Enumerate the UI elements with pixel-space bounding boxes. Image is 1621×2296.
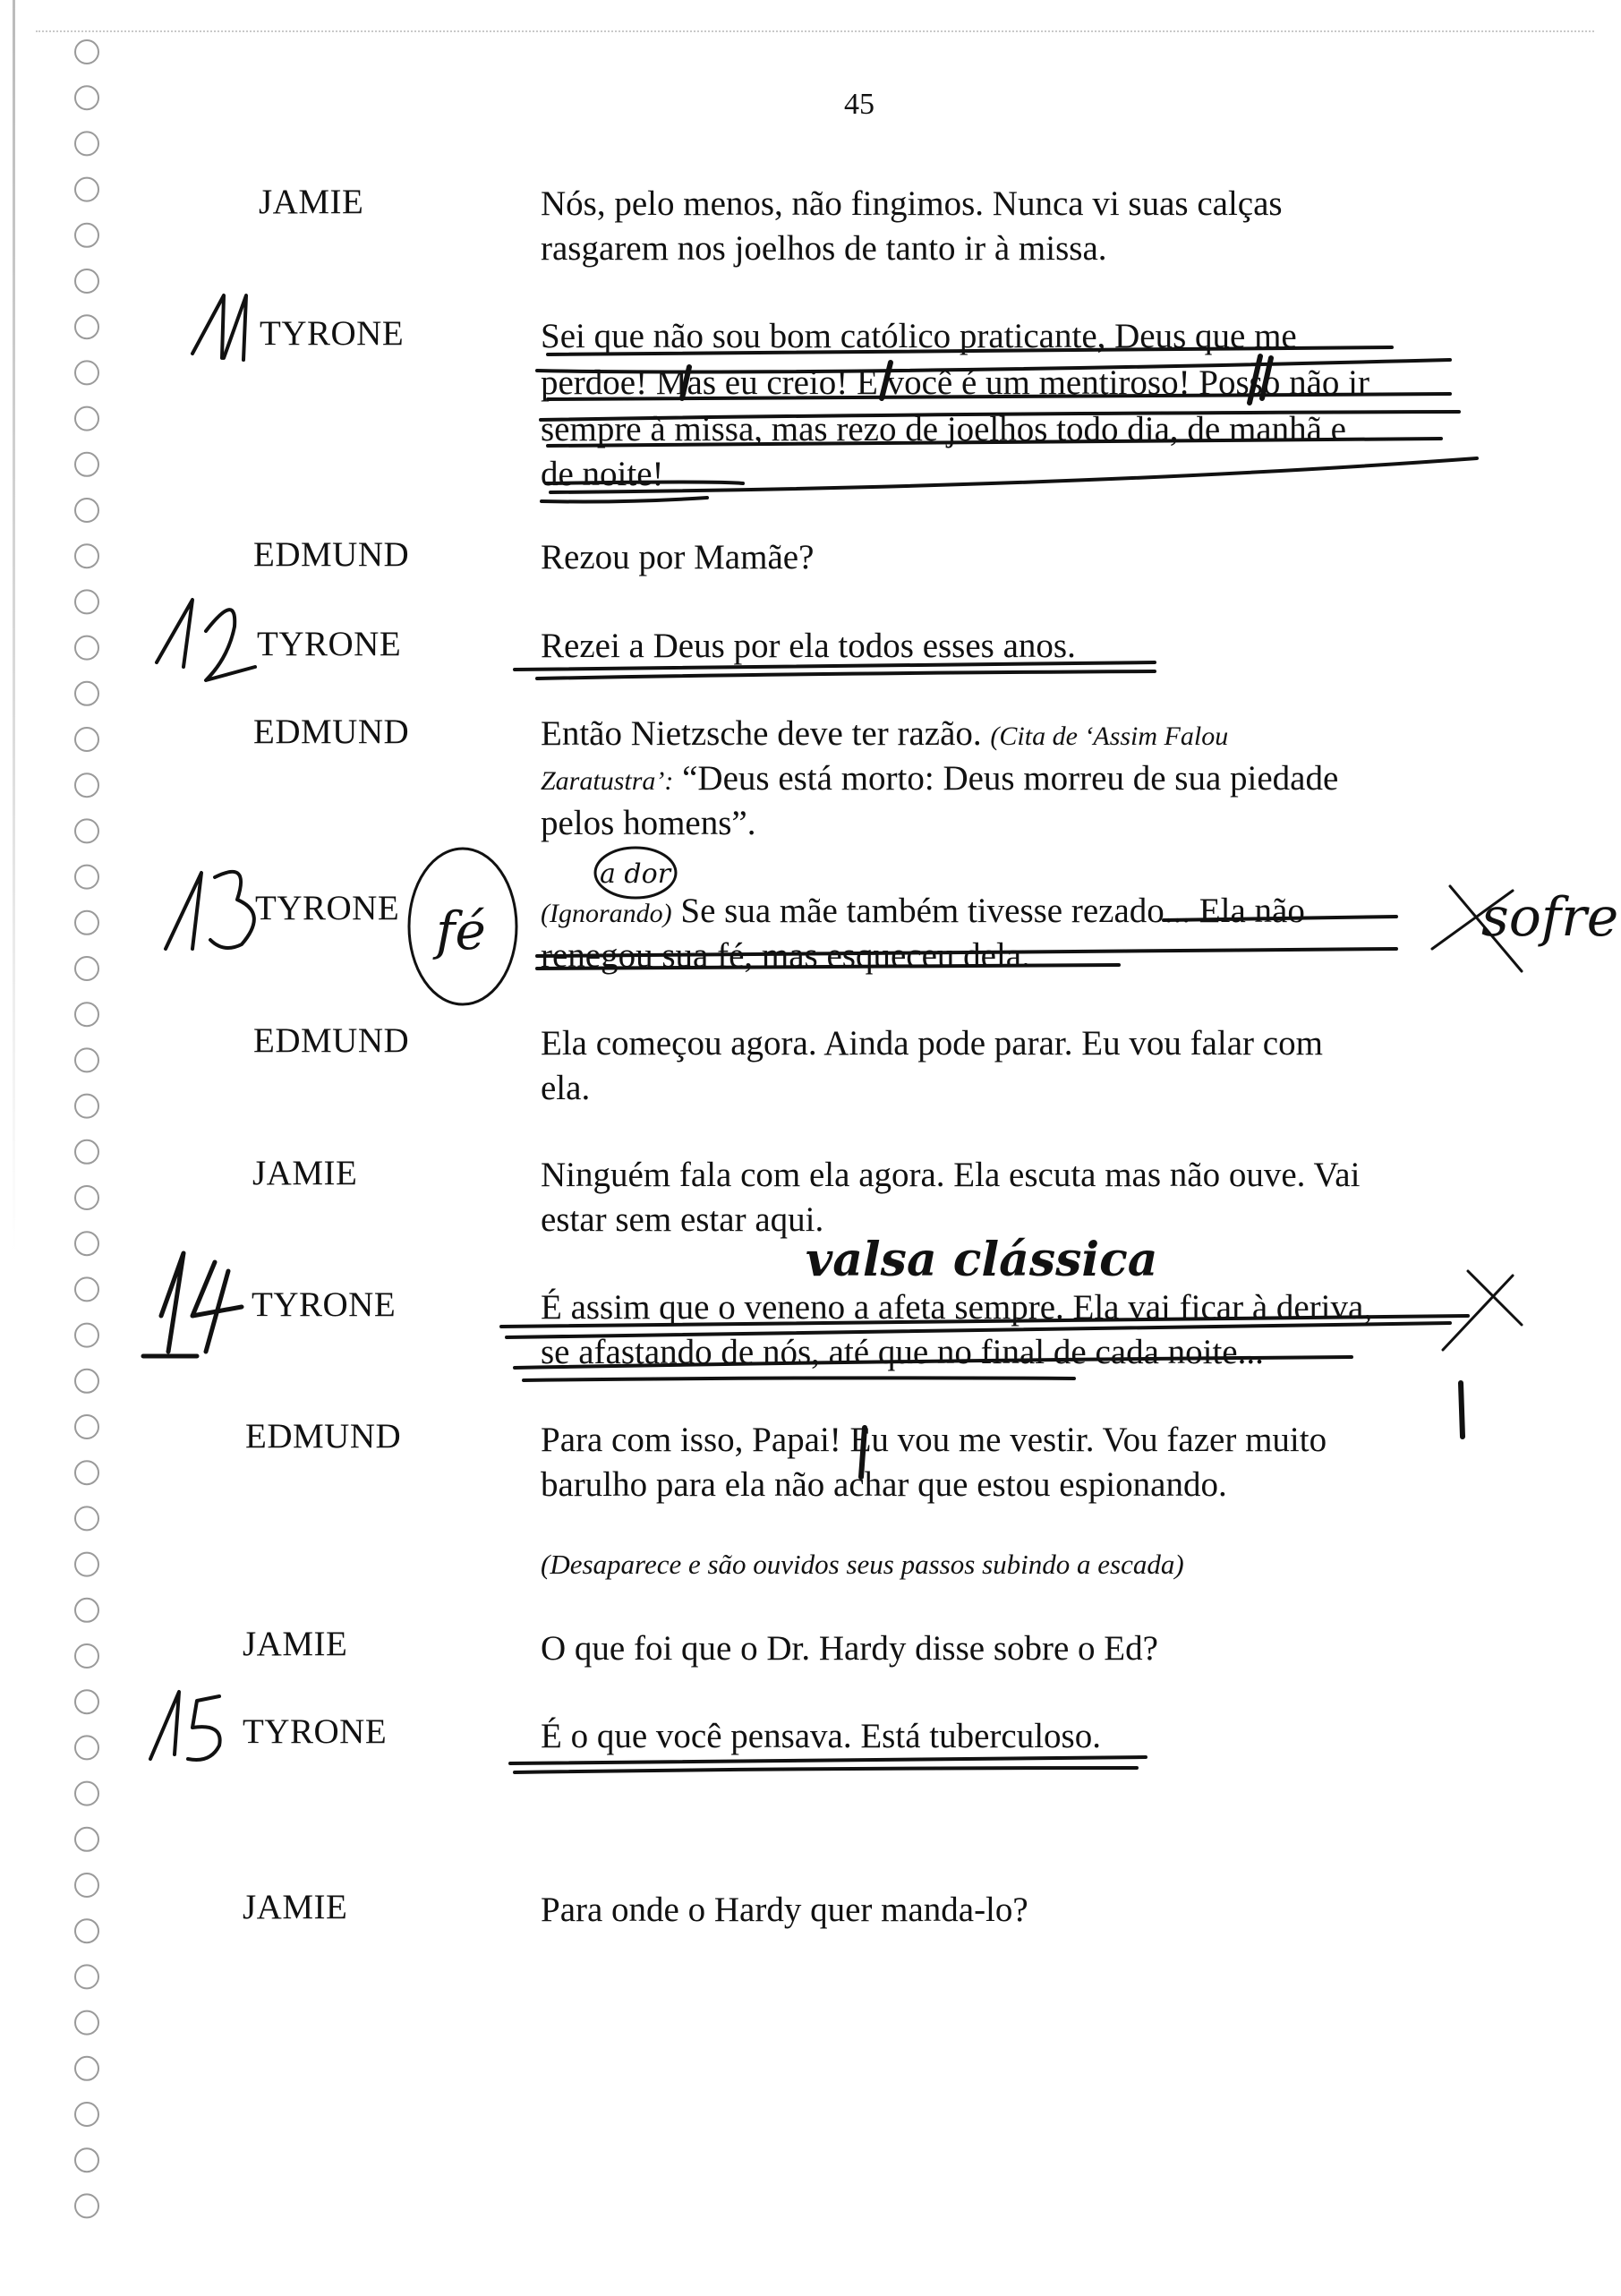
page-top-edge <box>36 30 1594 32</box>
binding-hole <box>75 1140 98 1164</box>
cue-number-15 <box>150 1692 220 1760</box>
binding-hole <box>75 1828 98 1851</box>
note-valsa: valsa clássica <box>806 1233 1158 1287</box>
binding-hole <box>75 911 98 935</box>
binding-hole <box>75 1095 98 1118</box>
binding-hole <box>75 866 98 889</box>
binding-hole <box>75 2194 98 2217</box>
dialogue-line: ela. <box>541 1069 591 1107</box>
speaker-tyrone: TYRONE <box>252 1285 397 1324</box>
binding-hole <box>75 178 98 201</box>
dialogue-line: Sei que não sou bom católico praticante, Deus que me <box>541 317 1297 355</box>
circled-note-dor <box>595 848 676 898</box>
speaker-jamie: JAMIE <box>243 1888 348 1926</box>
binding-hole <box>75 2148 98 2172</box>
dialogue-line <box>541 716 1228 751</box>
dialogue-line: Rezei a Deus por ela todos esses anos. <box>541 627 1076 665</box>
note-sofre: sofre <box>1481 886 1619 949</box>
binding-hole <box>75 1324 98 1347</box>
page-number: 45 <box>844 88 874 121</box>
dialogue-line: se afastando de nós, até que no final de cada noite... <box>541 1333 1264 1371</box>
binding-hole <box>75 2103 98 2126</box>
dialogue-line: Nós, pelo menos, não fingimos. Nunca vi suas calças <box>541 184 1283 223</box>
dialogue-text: “Deus está morto: Deus morreu de sua piedade <box>682 759 1339 798</box>
speaker-edmund: EDMUND <box>253 713 410 751</box>
binding-hole <box>75 1874 98 1897</box>
binding-hole <box>75 2057 98 2080</box>
binding-hole <box>75 1553 98 1576</box>
speaker-jamie: JAMIE <box>252 1154 358 1192</box>
dialogue-line: Ninguém fala com ela agora. Ela escuta mas não ouve. Vai <box>541 1156 1361 1194</box>
spiral-binding <box>0 0 107 2292</box>
speaker-tyrone: TYRONE <box>257 625 402 663</box>
binding-hole <box>75 682 98 705</box>
dialogue-line: rasgarem nos joelhos de tanto ir à missa. <box>541 229 1107 268</box>
binding-hole <box>75 773 98 797</box>
dialogue-line: Ela começou agora. Ainda pode parar. Eu vou falar com <box>541 1024 1323 1063</box>
binding-hole <box>75 957 98 980</box>
stage-direction-inline: Zaratustra’: <box>541 766 674 796</box>
binding-hole <box>75 544 98 568</box>
binding-hole <box>75 1506 98 1530</box>
binding-hole <box>75 1415 98 1438</box>
binding-hole <box>75 819 98 842</box>
binding-margin-line <box>13 0 15 1253</box>
dialogue-line: sempre à missa, mas rezo de joelhos todo dia, de manhã e <box>541 410 1346 448</box>
cue-number-13 <box>166 872 254 949</box>
dialogue-text: Então Nietzsche deve ter razão. <box>541 714 982 753</box>
dialogue-line: barulho para ela não achar que estou espionando. <box>541 1465 1227 1504</box>
speaker-tyrone: TYRONE <box>255 889 400 927</box>
dialogue-line <box>541 893 1305 928</box>
binding-hole <box>75 361 98 384</box>
binding-hole <box>75 407 98 431</box>
binding-holes <box>0 0 107 2292</box>
dialogue-line: É o que você pensava. Está tuberculoso. <box>541 1717 1101 1755</box>
binding-hole <box>75 40 98 64</box>
cue-number-11 <box>192 295 246 360</box>
binding-hole <box>75 1644 98 1668</box>
binding-hole <box>75 453 98 476</box>
binding-hole <box>75 1461 98 1484</box>
dialogue-line: É assim que o veneno a afeta sempre. Ela vai ficar à deriva, <box>541 1288 1373 1327</box>
binding-hole <box>75 132 98 155</box>
speaker-jamie: JAMIE <box>259 183 364 221</box>
cue-number-12 <box>157 600 255 680</box>
binding-hole <box>75 590 98 613</box>
dialogue-line: Rezou por Mamãe? <box>541 538 815 576</box>
speaker-tyrone: TYRONE <box>260 314 405 353</box>
binding-hole <box>75 1003 98 1026</box>
dialogue-line: O que foi que o Dr. Hardy disse sobre o Ed? <box>541 1629 1158 1668</box>
binding-hole <box>75 1186 98 1209</box>
stage-direction-inline: (Ignorando) <box>541 899 672 928</box>
binding-hole <box>75 1370 98 1393</box>
speaker-edmund: EDMUND <box>253 1021 410 1060</box>
binding-hole <box>75 499 98 522</box>
note-dor: a dor <box>600 858 671 890</box>
binding-hole <box>75 269 98 293</box>
circled-note-fe <box>409 849 516 1004</box>
speaker-edmund: EDMUND <box>253 535 410 574</box>
speaker-tyrone: TYRONE <box>243 1712 388 1751</box>
binding-hole <box>75 224 98 247</box>
binding-hole <box>75 1277 98 1301</box>
stage-direction-inline: (Cita de ‘Assim Falou <box>990 721 1229 751</box>
x-marks <box>1432 886 1522 1350</box>
binding-hole <box>75 2011 98 2035</box>
dialogue-line: Para onde o Hardy quer manda-lo? <box>541 1891 1028 1929</box>
binding-hole <box>75 1736 98 1759</box>
stage-direction: (Desaparece e são ouvidos seus passos subindo a escada) <box>541 1549 1184 1580</box>
binding-hole <box>75 86 98 109</box>
binding-hole <box>75 1599 98 1622</box>
dialogue-line: Para com isso, Papai! Eu vou me vestir. Vou fazer muito <box>541 1421 1327 1459</box>
speaker-jamie: JAMIE <box>243 1625 348 1663</box>
dialogue-line: perdoe! Mas eu creio! E você é um mentiroso! Posso não ir <box>541 363 1369 402</box>
dialogue-line: de noite! <box>541 455 664 493</box>
binding-hole <box>75 1690 98 1713</box>
dialogue-line: estar sem estar aqui. <box>541 1200 824 1239</box>
binding-hole <box>75 728 98 751</box>
binding-hole <box>75 1919 98 1942</box>
dialogue-line <box>541 761 1338 796</box>
cue-number-14 <box>143 1253 242 1356</box>
note-fe: fé <box>436 900 486 961</box>
dialogue-text: Se sua mãe também tivesse rezado... Ela não <box>680 892 1305 930</box>
binding-hole <box>75 1048 98 1071</box>
dialogue-line: renegou sua fé, mas esqueceu dela. <box>541 936 1030 975</box>
speaker-edmund: EDMUND <box>245 1417 402 1455</box>
binding-hole <box>75 1782 98 1805</box>
dialogue-line: pelos homens”. <box>541 804 756 842</box>
binding-hole <box>75 636 98 660</box>
binding-hole <box>75 1965 98 1988</box>
binding-hole <box>75 315 98 338</box>
binding-hole <box>75 1232 98 1255</box>
